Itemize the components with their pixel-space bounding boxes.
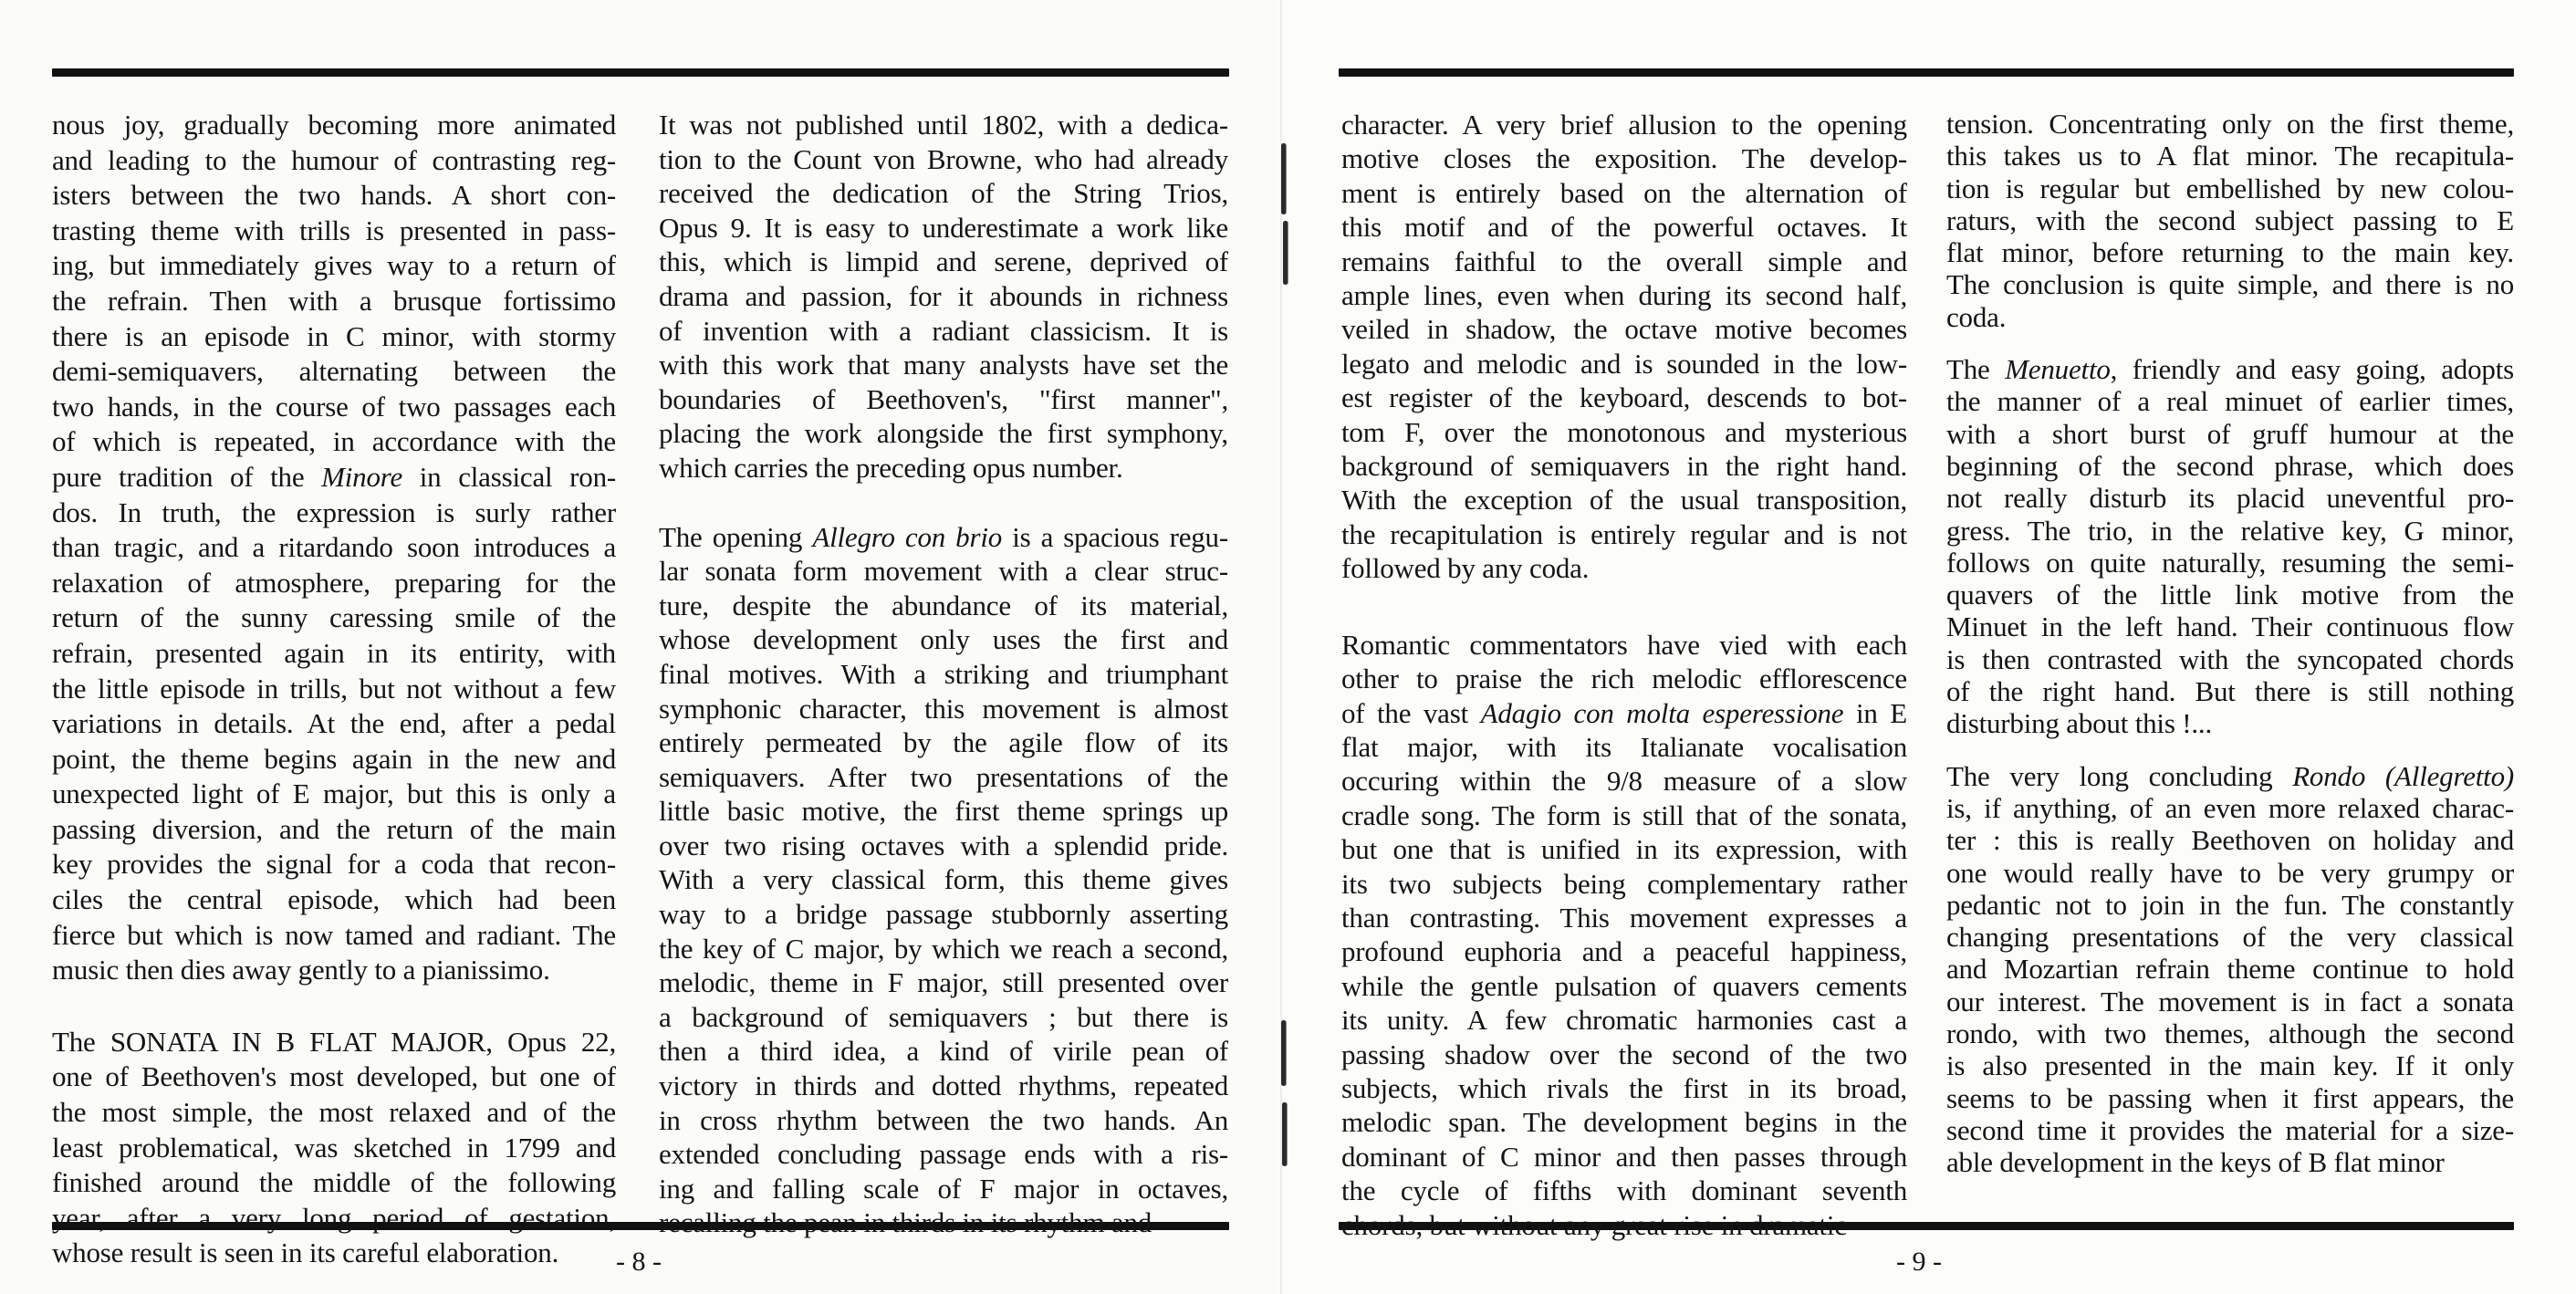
text-line: relaxation of atmosphere, preparing for the	[52, 566, 616, 599]
text-line: the manner of a real minuet of earlier times,	[1946, 385, 2514, 418]
text-line: ing and falling scale of F major in octaves,	[659, 1172, 1228, 1205]
paragraph	[52, 108, 616, 988]
text-line: flat minor, before returning to the main key.	[1946, 236, 2514, 269]
text-line: The SONATA IN B FLAT MAJOR, Opus 22,	[52, 1025, 616, 1058]
text-line: with a short burst of gruff humour at the	[1946, 417, 2514, 450]
text-line: est register of the keyboard, descends to bot-	[1341, 381, 1907, 414]
text-line: variations in details. At the end, after a pedal	[52, 707, 616, 740]
text-line: ter : this is really Beethoven on holiday and	[1946, 824, 2514, 857]
text-line: entirely permeated by the agile flow of its	[659, 726, 1228, 759]
italic-term: Minore	[321, 460, 403, 493]
text-line: refrain, presented again in its entirity, with	[52, 636, 616, 669]
text-line: lar sonata form movement with a clear struc-	[659, 555, 1228, 588]
text-line: pedantic not to join in the fun. The constantly	[1946, 888, 2514, 921]
text-line: recalling the pean in thirds in its rhythm and	[659, 1206, 1152, 1239]
text-line: symphonic character, this movement is almost	[659, 692, 1228, 725]
text-line: tion to the Count von Browne, who had already	[659, 142, 1228, 175]
text-line: its two subjects being complementary rather	[1341, 867, 1907, 900]
text-line: final motives. With a striking and triumphant	[659, 657, 1228, 690]
text-line: return of the sunny caressing smile of the	[52, 601, 616, 634]
text-line: the cycle of fifths with dominant seventh	[1341, 1174, 1907, 1207]
text-line: remains faithful to the overall simple and	[1341, 245, 1907, 277]
text-line: legato and melodic and is sounded in the low-	[1341, 347, 1907, 380]
text-line: ing, but immediately gives way to a return of	[52, 249, 616, 282]
paragraph	[52, 1025, 616, 1271]
text-line: there is an episode in C minor, with stormy	[52, 319, 616, 352]
text-line: the little episode in trills, but not without a few	[52, 672, 616, 704]
staple-icon	[1282, 1102, 1287, 1166]
text-line: ciles the central episode, which had been	[52, 883, 616, 916]
text-line: unexpected light of E major, but this is only a	[52, 777, 616, 810]
text-line: of the vast Adagio con molta esperessione in E	[1341, 696, 1907, 729]
text-line: in cross rhythm between the two hands. An	[659, 1103, 1228, 1136]
text-line: a background of semiquavers ; but there is	[659, 1000, 1228, 1033]
text-line: tom F, over the monotonous and mysterious	[1341, 415, 1907, 448]
text-line: character. A very brief allusion to the opening	[1341, 109, 1907, 141]
paragraph	[1946, 353, 2514, 740]
text-line: changing presentations of the very classical	[1946, 921, 2514, 954]
text-line: seems to be passing when it first appears, the	[1946, 1081, 2514, 1114]
text-line: received the dedication of the String Trios,	[659, 177, 1228, 210]
text-line: its unity. A few chromatic harmonies cast a	[1341, 1004, 1907, 1037]
text-line: but one that is unified in its expression, with	[1341, 833, 1907, 866]
page-8-column-1	[52, 108, 616, 1271]
text-line: this takes us to A flat minor. The recapitula-	[1946, 140, 2514, 172]
text-line: nous joy, gradually becoming more animated	[52, 109, 616, 141]
page-number-8: - 8 -	[616, 1247, 662, 1277]
text-line: which carries the preceding opus number.	[659, 451, 1123, 484]
text-line: is, if anything, of an even more relaxed charac-	[1946, 791, 2514, 824]
text-line: beginning of the second phrase, which does	[1946, 449, 2514, 482]
page-number-9: - 9 -	[1896, 1247, 1942, 1277]
text-line: one of Beethoven's most developed, but one of	[52, 1060, 616, 1093]
paragraph-gap	[1946, 333, 2514, 353]
text-line: key provides the signal for a coda that recon-	[52, 848, 616, 881]
text-line: and Mozartian refrain theme continue to hold	[1946, 953, 2514, 986]
text-line: second time it provides the material for a size-	[1946, 1113, 2514, 1146]
italic-term: Allegro con brio	[812, 520, 1003, 553]
italic-term: Adagio con molta esperessione	[1480, 696, 1844, 729]
text-line: while the gentle pulsation of quavers cements	[1341, 969, 1907, 1002]
page-8-column-2	[659, 108, 1228, 1240]
text-line: and leading to the humour of contrasting reg-	[52, 143, 616, 176]
top-rule-right	[1339, 68, 2514, 77]
text-line: year, after a very long period of gestation,	[52, 1201, 616, 1234]
text-line: semiquavers. After two presentations of the	[659, 760, 1228, 793]
text-line: follows on quite naturally, resuming the semi-	[1946, 546, 2514, 579]
text-line: melodic, theme in F major, still presented over	[659, 966, 1228, 999]
text-line: chords, but without any great rise in dramatic	[1341, 1208, 1847, 1241]
paragraph	[1341, 108, 1907, 586]
text-line: than contrasting. This movement expresses a	[1341, 901, 1907, 934]
text-line: the refrain. Then with a brusque fortissimo	[52, 284, 616, 317]
text-line: occuring within the 9/8 measure of a slow	[1341, 765, 1907, 798]
text-line: least problematical, was sketched in 1799 and	[52, 1131, 616, 1164]
text-line: The Menuetto, friendly and easy going, adopts	[1946, 353, 2514, 386]
text-line: is also presented in the main key. If it only	[1946, 1049, 2514, 1082]
paragraph-gap	[1946, 740, 2514, 760]
text-line: The opening Allegro con brio is a spacious regu-	[659, 520, 1228, 553]
text-line: flat major, with its Italianate vocalisation	[1341, 730, 1907, 763]
text-line: motive closes the exposition. The develop-	[1341, 142, 1907, 175]
text-line: isters between the two hands. A short con-	[52, 179, 616, 212]
text-line: of which is repeated, in accordance with the	[52, 425, 616, 458]
text-line: With the exception of the usual transposition,	[1341, 484, 1907, 517]
text-line: raturs, with the second subject passing to E	[1946, 203, 2514, 236]
page-9-column-2	[1946, 108, 2514, 1179]
text-line: this, which is limpid and serene, deprived of	[659, 245, 1228, 278]
text-line: dos. In truth, the expression is surly rather	[52, 496, 616, 528]
text-line: tion is regular but embellished by new colou-	[1946, 172, 2514, 204]
text-line: way to a bridge passage stubbornly asserting	[659, 898, 1228, 931]
text-line: trasting theme with trills is presented in pass-	[52, 214, 616, 246]
paragraph	[1946, 108, 2514, 333]
text-line: over two rising octaves with a splendid pride.	[659, 829, 1228, 861]
staple-icon	[1281, 143, 1286, 214]
text-line: followed by any coda.	[1341, 552, 1590, 585]
text-line: With a very classical form, this theme gives	[659, 863, 1228, 896]
text-line: one would really have to be very grumpy or	[1946, 856, 2514, 889]
text-line: able development in the keys of B flat minor	[1946, 1146, 2445, 1179]
paragraph-gap	[52, 988, 616, 1025]
text-line: quavers of the little link motive from the	[1946, 579, 2514, 611]
text-line: ample lines, even when during its second half,	[1341, 279, 1907, 312]
italic-term: Rondo (Allegretto)	[2292, 759, 2514, 792]
text-line: not really disturb its placid uneventful pro-	[1946, 482, 2514, 515]
text-line: profound euphoria and a peaceful happiness,	[1341, 935, 1907, 968]
text-line: our interest. The movement is in fact a sonata	[1946, 985, 2514, 1017]
text-line: finished around the middle of the following	[52, 1166, 616, 1199]
text-line: whose development only uses the first and	[659, 623, 1228, 656]
text-line: It was not published until 1802, with a dedica-	[659, 109, 1228, 141]
text-line: little basic motive, the first theme springs up	[659, 795, 1228, 828]
text-line: of the right hand. But there is still nothing	[1946, 675, 2514, 708]
text-line: boundaries of Beethoven's, "first manner",	[659, 382, 1228, 415]
text-line: other to praise the rich melodic efflorescence	[1341, 663, 1907, 695]
text-line: ment is entirely based on the alternation of	[1341, 176, 1907, 209]
staple-icon	[1281, 1020, 1286, 1086]
text-line: placing the work alongside the first symphony,	[659, 417, 1228, 450]
paragraph-gap	[1341, 586, 1907, 628]
text-line: then a third idea, a kind of virile pean of	[659, 1035, 1228, 1068]
text-line: extended concluding passage ends with a ris-	[659, 1138, 1228, 1171]
text-line: music then dies away gently to a pianissimo.	[52, 954, 550, 986]
text-line: is then contrasted with the syncopated chords	[1946, 642, 2514, 675]
text-line: Opus 9. It is easy to underestimate a work like	[659, 211, 1228, 244]
text-line: whose result is seen in its careful elaboration.	[52, 1237, 559, 1269]
text-line: cradle song. The form is still that of the sonata,	[1341, 798, 1907, 831]
text-line: disturbing about this !...	[1946, 707, 2213, 740]
text-line: The conclusion is quite simple, and there is no	[1946, 268, 2514, 301]
page-9-column-1	[1341, 108, 1907, 1242]
text-line: than tragic, and a ritardando soon introduces a	[52, 531, 616, 564]
paragraph	[659, 520, 1228, 1240]
text-line: background of semiquavers in the right hand.	[1341, 450, 1907, 483]
text-line: with this work that many analysts have set the	[659, 349, 1228, 381]
paragraph	[1341, 628, 1907, 1242]
top-rule-left	[52, 68, 1229, 77]
text-line: the most simple, the most relaxed and of the	[52, 1096, 616, 1129]
text-line: victory in thirds and dotted rhythms, repeated	[659, 1070, 1228, 1102]
text-line: the recapitulation is entirely regular and is not	[1341, 517, 1907, 550]
text-line: gress. The trio, in the relative key, G minor,	[1946, 514, 2514, 547]
text-line: the key of C major, by which we reach a second,	[659, 932, 1228, 965]
text-line: veiled in shadow, the octave motive becomes	[1341, 313, 1907, 346]
staple-icon	[1283, 221, 1288, 285]
text-line: fierce but which is now tamed and radiant. The	[52, 918, 616, 951]
text-line: subjects, which rivals the first in its broad,	[1341, 1071, 1907, 1104]
text-line: melodic span. The development begins in the	[1341, 1106, 1907, 1139]
text-line: ture, despite the abundance of its material,	[659, 589, 1228, 621]
text-line: tension. Concentrating only on the first theme,	[1946, 108, 2514, 140]
text-line: Romantic commentators have vied with each	[1341, 628, 1907, 661]
text-line: coda.	[1946, 300, 2007, 333]
text-line: two hands, in the course of two passages each	[52, 390, 616, 423]
text-line: of invention with a radiant classicism. It is	[659, 314, 1228, 347]
italic-term: Menuetto	[2005, 353, 2111, 386]
text-line: Minuet in the left hand. Their continuous flow	[1946, 610, 2514, 643]
text-line: passing diversion, and the return of the main	[52, 812, 616, 845]
paragraph	[1946, 760, 2514, 1179]
text-line: point, the theme begins again in the new and	[52, 742, 616, 775]
text-line: rondo, with two themes, although the second	[1946, 1017, 2514, 1050]
text-line: this motif and of the powerful octaves. It	[1341, 211, 1907, 244]
paragraph	[659, 108, 1228, 485]
text-line: The very long concluding Rondo (Allegretto)	[1946, 759, 2514, 792]
text-line: passing shadow over the second of the two	[1341, 1038, 1907, 1070]
text-line: pure tradition of the Minore in classical ron-	[52, 460, 616, 493]
text-line: demi-semiquavers, alternating between the	[52, 355, 616, 388]
text-line: dominant of C minor and then passes through	[1341, 1140, 1907, 1173]
text-line: drama and passion, for it abounds in richness	[659, 279, 1228, 312]
paragraph-gap	[659, 485, 1228, 520]
